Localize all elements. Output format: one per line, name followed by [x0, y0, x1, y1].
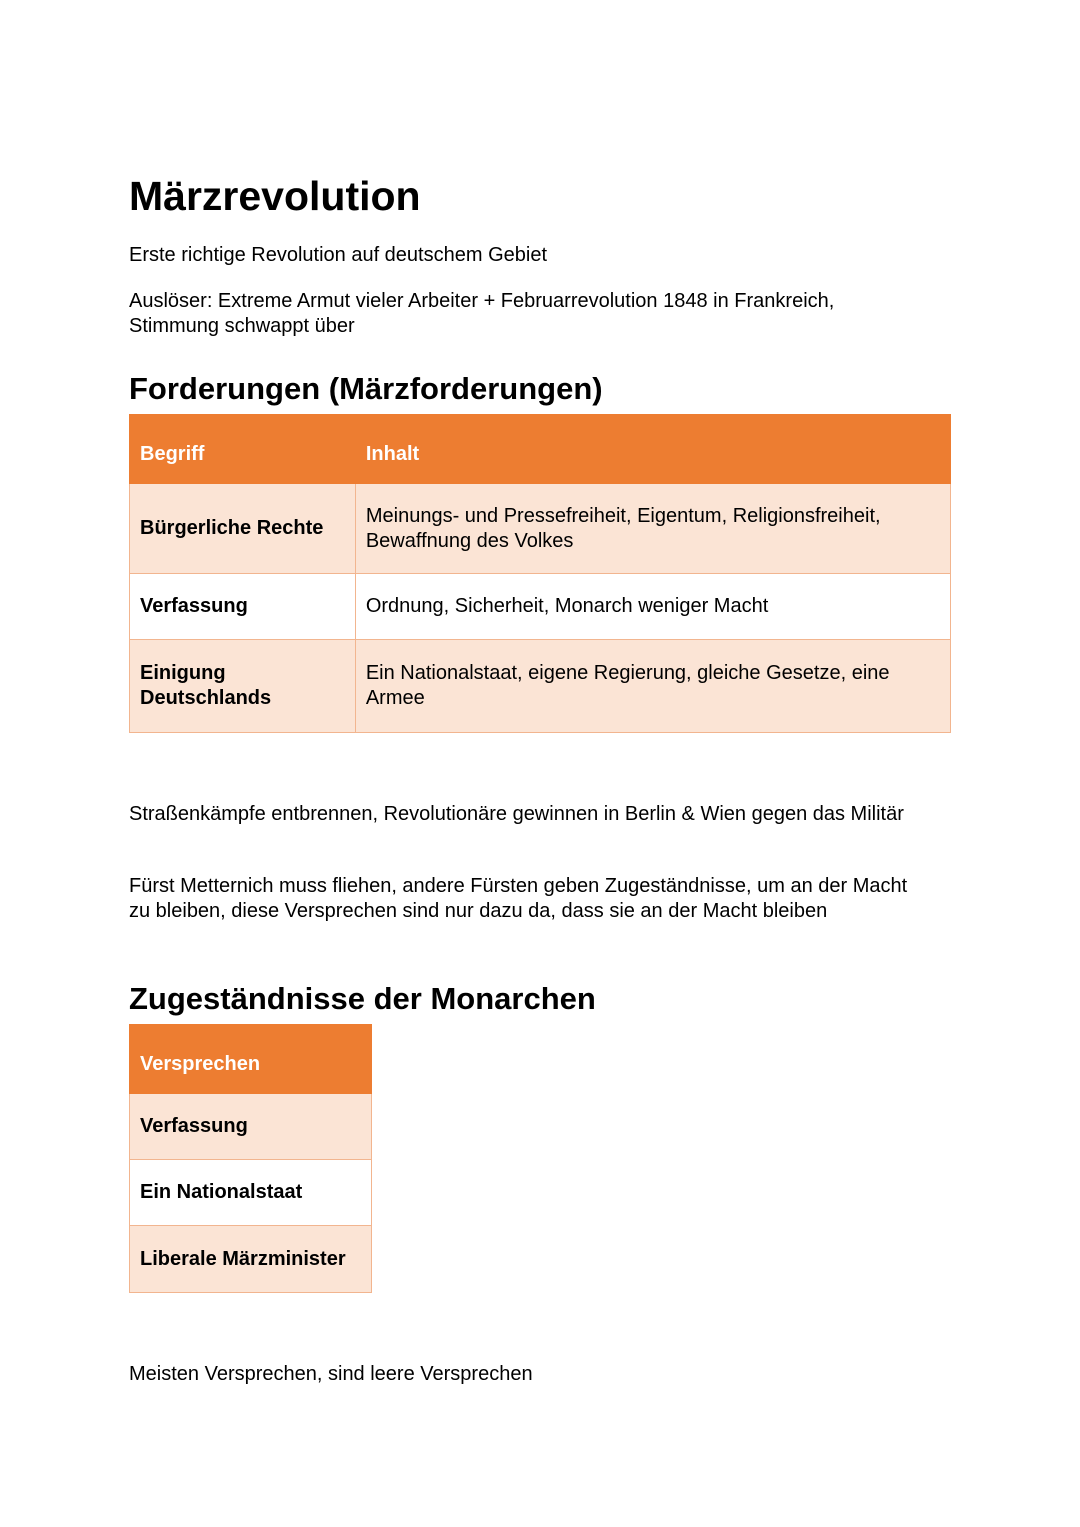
concessions-table-header-row [130, 1025, 372, 1094]
metternich-text: Fürst Metternich muss fliehen, andere Fürsten geben Zugeständnisse, um an der Macht zu bleiben, diese Versprechen sind nur dazu da, dass sie an der Macht bleiben [129, 875, 908, 922]
demands-table-header-row [130, 415, 951, 484]
demands-table [129, 414, 951, 733]
intro-text: Erste richtige Revolution auf deutschem Gebiet [129, 244, 547, 266]
table-cell-content: Ein Nationalstaat, eigene Regierung, gleiche Gesetze, eine Armee [355, 640, 950, 733]
trigger-text: Auslöser: Extreme Armut vieler Arbeiter + Februarrevolution 1848 in Frankreich, Stimmung schwappt über [129, 290, 835, 337]
column-header-inhalt: Inhalt [355, 415, 950, 484]
table-row [130, 640, 951, 733]
table-row [130, 574, 951, 640]
concessions-heading: Zugeständnisse der Monarchen [129, 981, 596, 1016]
table-cell-term: Verfassung [130, 574, 356, 640]
table-cell-promise: Liberale Märzminister [130, 1226, 372, 1293]
table-cell-promise: Ein Nationalstaat [130, 1160, 372, 1226]
table-cell-term: Einigung Deutschlands [130, 640, 356, 733]
table-cell-promise: Verfassung [130, 1094, 372, 1160]
conclusion-text: Meisten Versprechen, sind leere Versprechen [129, 1363, 533, 1385]
page-title: Märzrevolution [129, 173, 421, 219]
demands-heading: Forderungen (Märzforderungen) [129, 371, 603, 406]
column-header-begriff: Begriff [130, 415, 356, 484]
street-fights-text: Straßenkämpfe entbrennen, Revolutionäre gewinnen in Berlin & Wien gegen das Militär [129, 803, 904, 825]
table-cell-content: Ordnung, Sicherheit, Monarch weniger Macht [355, 574, 950, 640]
column-header-versprechen: Versprechen [130, 1025, 372, 1094]
table-row [130, 484, 951, 574]
concessions-table [129, 1024, 372, 1293]
table-row [130, 1226, 372, 1293]
table-row [130, 1094, 372, 1160]
table-row [130, 1160, 372, 1226]
table-cell-term: Bürgerliche Rechte [130, 484, 356, 574]
table-cell-content: Meinungs- und Pressefreiheit, Eigentum, Religionsfreiheit, Bewaffnung des Volkes [355, 484, 950, 574]
